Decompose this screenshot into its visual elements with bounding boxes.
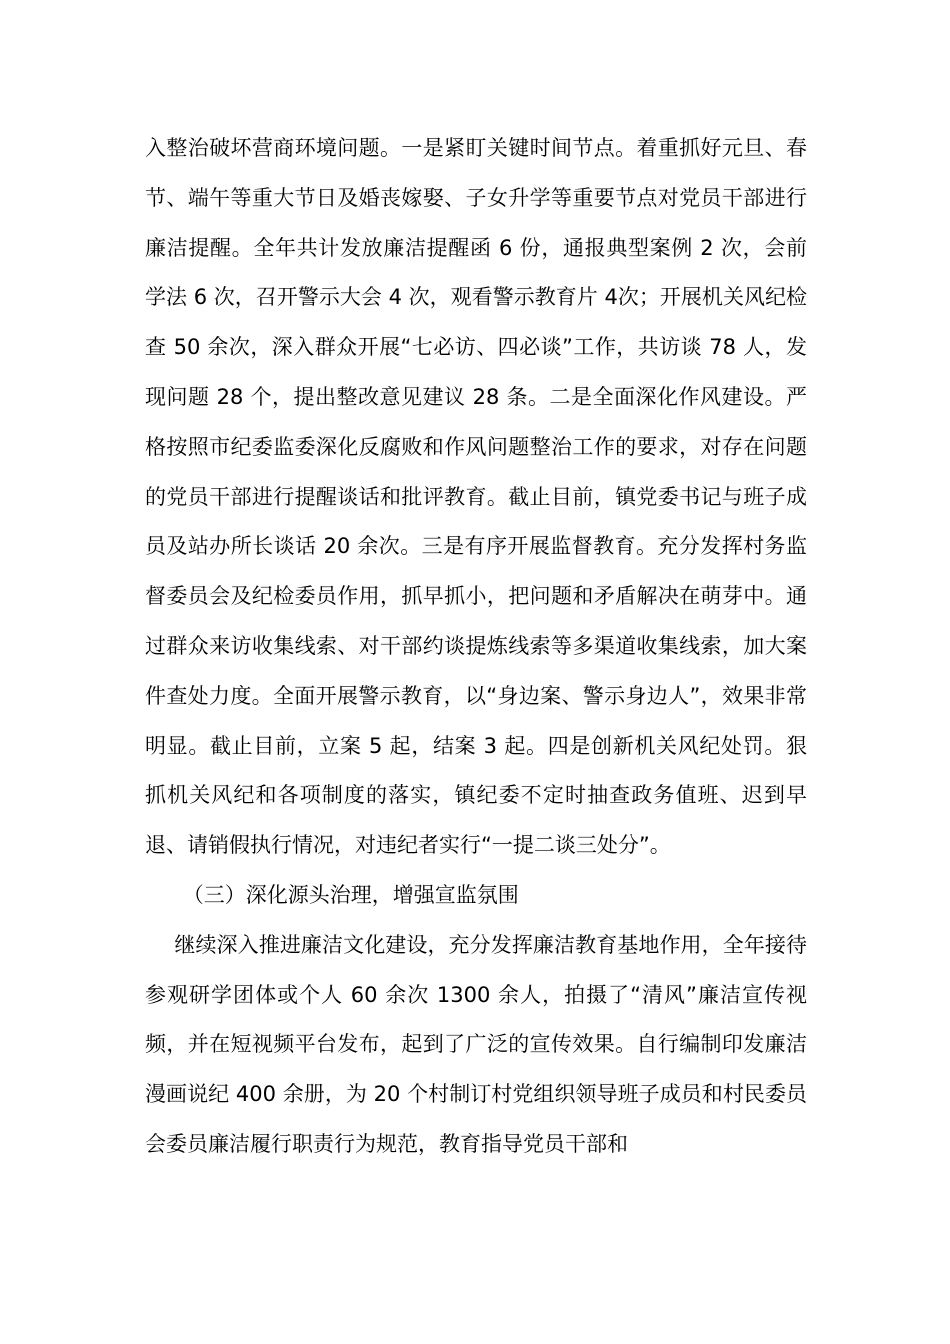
paragraph-work-measures: 入整治破坏营商环境问题。一是紧盯关键时间节点。着重抓好元旦、春节、端午等重大节日及婚丧嫁娶、子女升学等重要节点对党员干部进行廉洁提醒。全年共计发放廉洁提醒函 6 份，通报典型案例 2 次，会前学法 6 次，召开警示大会 4 次，观看警示教育片 4次；开展机关风纪检查 50 余次，深入群众开展“七必访、四必谈”工作，共访谈 78 人，发现问题 28 个，提出整改意见建议 28 条。二是全面深化作风建设。严格按照市纪委监委深化反腐败和作风问题整治工作的要求，对存在问题的党员干部进行提醒谈话和批评教育。截止目前，镇党委书记与班子成员及站办所长谈话 20 余次。三是有序开展监督教育。充分发挥村务监督委员会及纪检委员作用，抓早抓小，把问题和矛盾解决在萌芽中。通过群众来访收集线索、对干部约谈提炼线索等多渠道收集线索，加大案件查处力度。全面开展警示教育，以“身边案、警示身边人”，效果非常明显。截止目前，立案 5 起，结案 3 起。四是创新机关风纪处罚。狠抓机关风纪和各项制度的落实，镇纪委不定时抽查政务值班、迟到早退、请销假执行情况，对违纪者实行“一提二谈三处分”。	[145, 136, 807, 858]
document-body	[145, 124, 807, 1170]
section-heading-source-governance: （三）深化源头治理，增强宣监氛围	[182, 882, 519, 907]
paragraph-integrity-culture: 继续深入推进廉洁文化建设，充分发挥廉洁教育基地作用，全年接待参观研学团体或个人 60 余次 1300 余人，拍摄了“清风”廉洁宣传视频，并在短视频平台发布，起到了广泛的宣传效果。自行编制印发廉洁漫画说纪 400 余册，为 20 个村制订村党组织领导班子成员和村民委员会委员廉洁履行职责行为规范，教育指导党员干部和	[145, 932, 807, 1156]
